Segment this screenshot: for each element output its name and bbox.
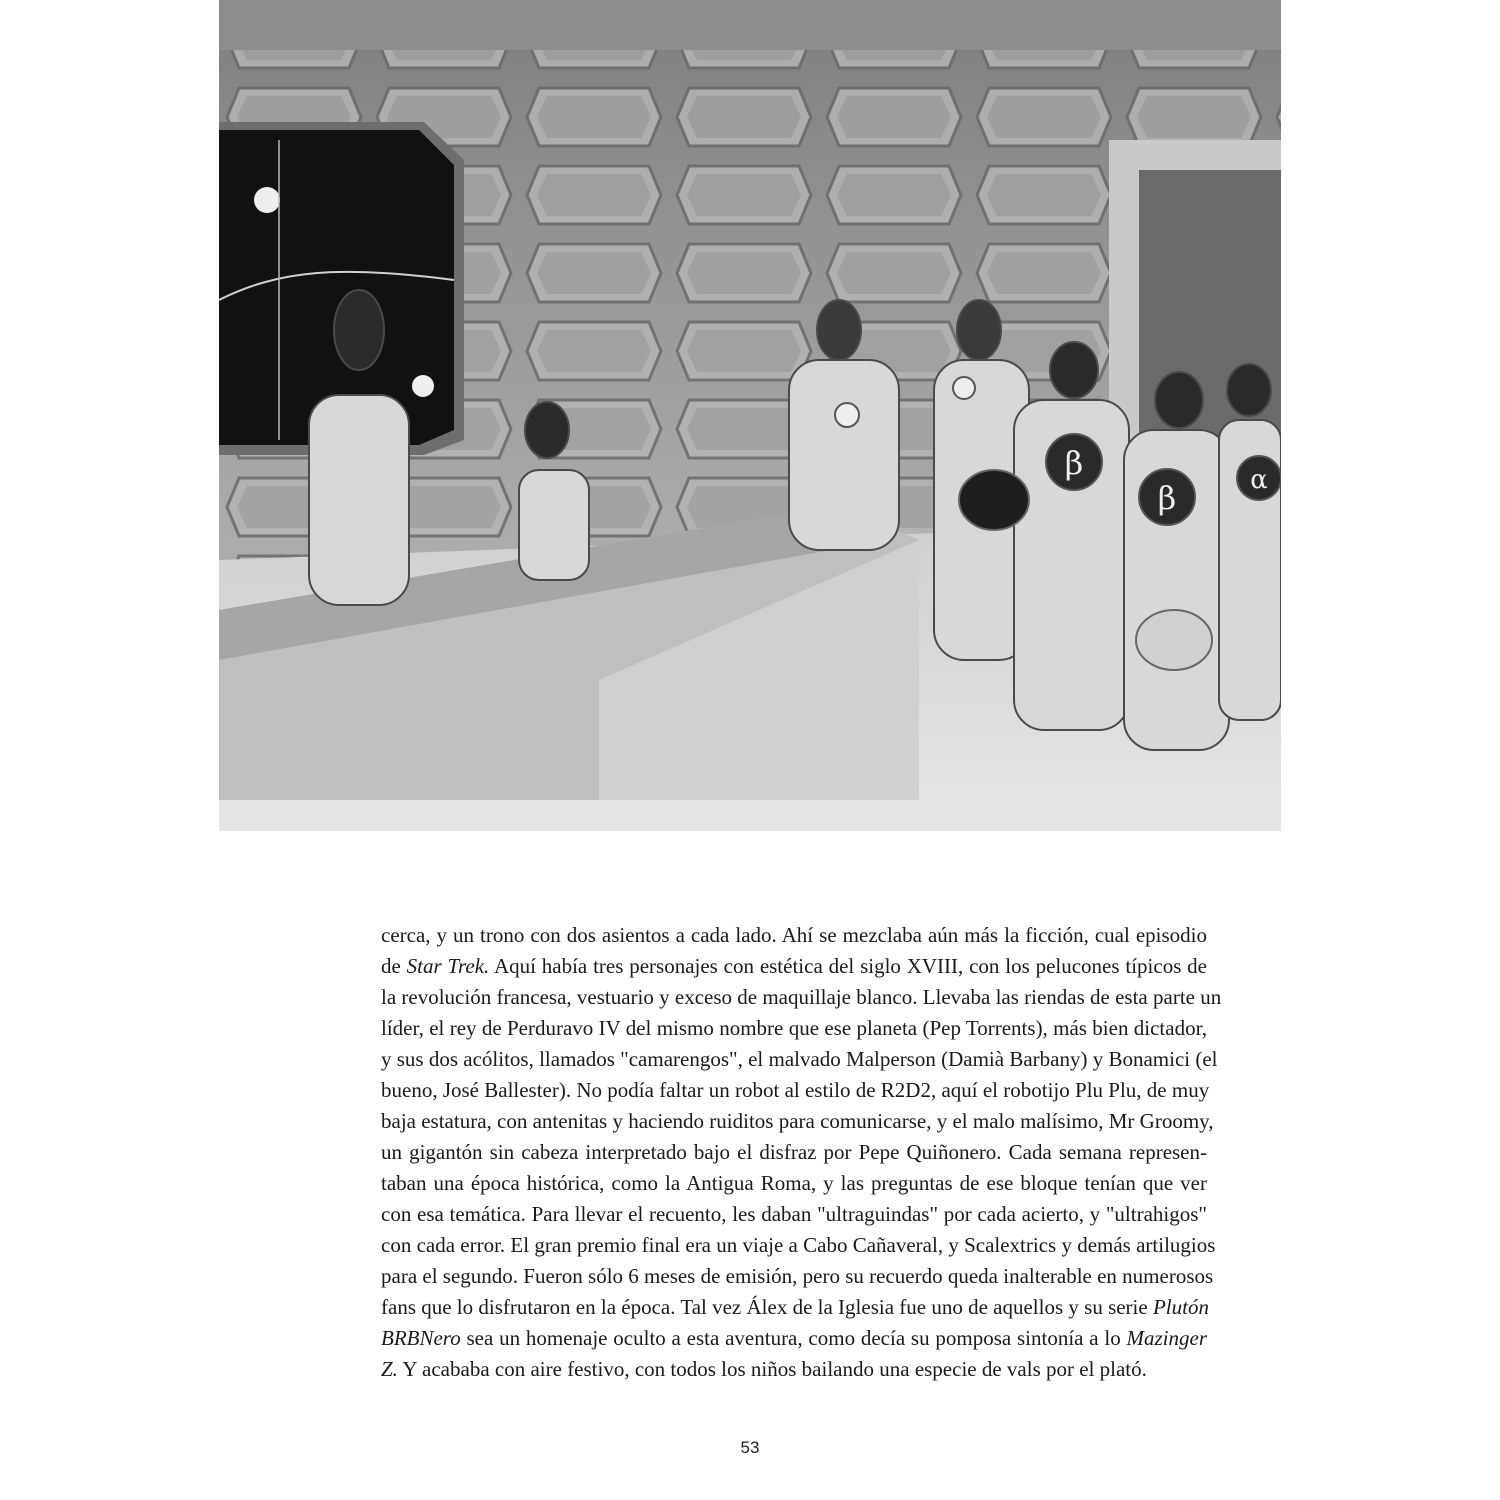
text-run: taban una época histórica, como la Antigua Roma, y las preguntas de ese bloque tenían que ver [381, 1171, 1207, 1195]
text-run: la revolución francesa, vestuario y exceso de maquillaje blanco. Llevaba las riendas de esta parte un [381, 985, 1222, 1009]
text-run: con cada error. El gran premio final era un viaje a Cabo Cañaveral, y Scalextrics y demás artilugios [381, 1233, 1216, 1257]
italic-title: Star Trek. [406, 954, 490, 978]
text-line [381, 920, 1207, 951]
text-line [381, 1292, 1207, 1323]
text-line [381, 1354, 1207, 1385]
italic-title: Z. [381, 1357, 398, 1381]
text-run: de [381, 954, 407, 978]
beta-emblem: β [1064, 444, 1084, 482]
text-line [381, 1230, 1216, 1261]
text-run: un gigantón sin cabeza interpretado bajo el disfraz por Pepe Quiñonero. Cada semana represen- [381, 1140, 1207, 1164]
text-run: Aquí había tres personajes con estética del siglo XVIII, con los pelucones típicos de [489, 954, 1208, 978]
text-run: y sus dos acólitos, llamados "camarengos", el malvado Malperson (Damià Barbany) y Bonamici (el [381, 1047, 1218, 1071]
italic-title: BRBNero [381, 1326, 461, 1350]
alpha-emblem: α [1250, 465, 1268, 495]
text-run: Y acababa con aire festivo, con todos los niños bailando una especie de vals por el plató. [397, 1357, 1147, 1381]
page-number: 53 [740, 1438, 760, 1457]
text-run: cerca, y un trono con dos asientos a cada lado. Ahí se mezclaba aún más la ficción, cual episodio [381, 923, 1207, 947]
beta-emblem: β [1157, 479, 1177, 517]
text-line [381, 1075, 1210, 1106]
text-line [381, 1168, 1207, 1199]
text-run: fans que lo disfrutaron en la época. Tal vez Álex de la Iglesia fue uno de aquellos y su serie [381, 1295, 1153, 1319]
text-run: con esa temática. Para llevar el recuento, les daban "ultraguindas" por cada acierto, y "ultrahigos" [381, 1202, 1207, 1226]
text-run: para el segundo. Fueron sólo 6 meses de emisión, pero su recuerdo queda inalterable en numerosos [381, 1264, 1214, 1288]
text-line [381, 982, 1222, 1013]
text-line [381, 1137, 1207, 1168]
text-run: baja estatura, con antenitas y haciendo ruiditos para comunicarse, y el malo malísimo, Mr Groomy, [381, 1109, 1214, 1133]
text-run: sea un homenaje oculto a esta aventura, como decía su pomposa sintonía a lo [460, 1326, 1127, 1350]
text-line [381, 1013, 1207, 1044]
studio-set-photo-icon [219, 0, 1281, 831]
text-run: bueno, José Ballester). No podía faltar un robot al estilo de R2D2, aquí el robotijo Plu Plu, de muy [381, 1078, 1210, 1102]
text-line [381, 951, 1207, 982]
black-and-white-photo [219, 0, 1281, 831]
text-line [381, 1261, 1214, 1292]
italic-title: Mazinger [1126, 1326, 1207, 1350]
text-line [381, 1044, 1218, 1075]
text-run: líder, el rey de Perduravo IV del mismo nombre que ese planeta (Pep Torrents), más bien dictador, [381, 1016, 1207, 1040]
italic-title: Plutón [1152, 1295, 1209, 1319]
text-line [381, 1323, 1207, 1354]
body-paragraph [381, 920, 1222, 1385]
text-line [381, 1106, 1214, 1137]
text-line [381, 1199, 1207, 1230]
